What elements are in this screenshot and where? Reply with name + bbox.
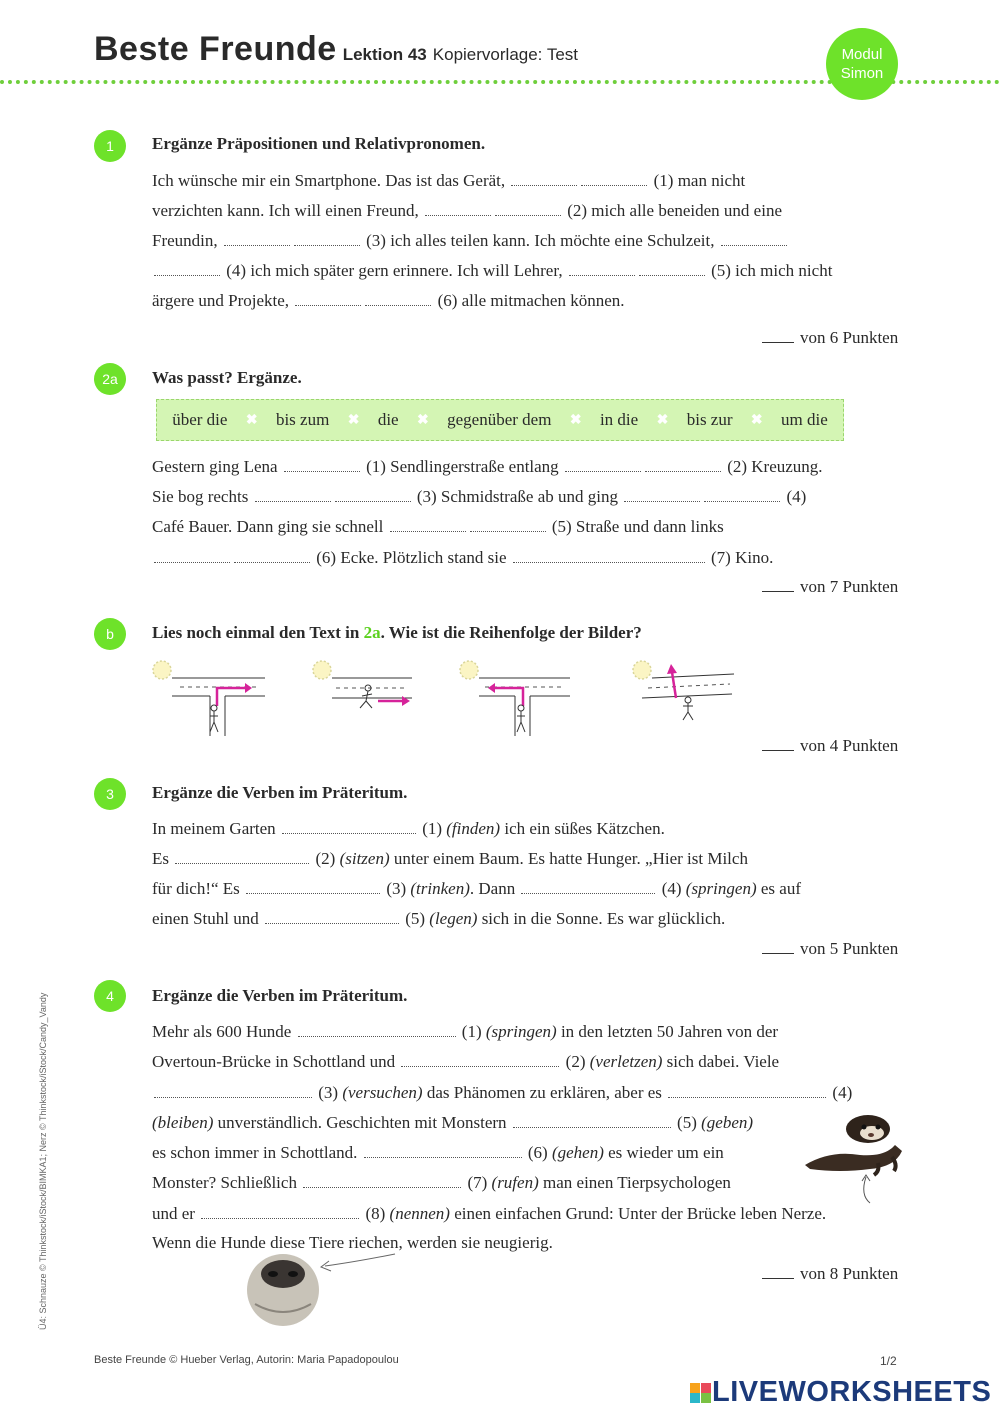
separator-icon: ✖: [750, 412, 763, 428]
verb-hint: (gehen): [551, 1143, 604, 1162]
ex1-line-1: [152, 167, 745, 193]
points-blank[interactable]: [762, 342, 794, 343]
footer-copyright: Beste Freunde © Hueber Verlag, Autorin: Maria Papadopoulou: [94, 1354, 399, 1366]
text: unverständlich. Geschichten mit Monstern: [217, 1113, 507, 1132]
word-item: um die: [781, 410, 828, 429]
text: einen einfachen Grund: Unter der Brücke leben Nerze.: [454, 1204, 827, 1223]
blank-1[interactable]: [298, 1018, 456, 1037]
ex3-line-2: [152, 845, 748, 871]
word-item: über die: [172, 410, 228, 429]
text: Mehr als 600 Hunde: [152, 1022, 292, 1041]
blank-1[interactable]: [284, 453, 360, 472]
word-item: in die: [599, 410, 639, 429]
page-number: 1/2: [880, 1354, 897, 1368]
blank-4[interactable]: [521, 875, 655, 894]
separator-icon: ✖: [416, 412, 429, 428]
verb-hint: (springen): [685, 879, 757, 898]
word-item: die: [377, 410, 399, 429]
ex4-line-7: [152, 1200, 826, 1226]
text: (2) mich alle beneiden und eine: [567, 201, 782, 220]
blank-6a[interactable]: [295, 287, 361, 306]
separator-icon: ✖: [569, 412, 582, 428]
exercise-2b-heading: [152, 623, 642, 643]
blank-4b[interactable]: [704, 483, 780, 502]
verb-hint: (rufen): [491, 1173, 539, 1192]
blank-8[interactable]: [201, 1200, 359, 1219]
page-title: [94, 30, 578, 69]
ex1-line-5: [152, 287, 625, 313]
modul-name: Simon: [840, 65, 884, 82]
word-item: bis zur: [686, 410, 733, 429]
points-blank[interactable]: [762, 953, 794, 954]
ex1-line-4: [152, 257, 832, 283]
exercise-3-badge: 3: [94, 778, 126, 810]
sun-icon: [313, 661, 331, 679]
exercise-4-badge: 4: [94, 980, 126, 1012]
text: (3) ich alles teilen kann. Ich möchte eine Schulzeit,: [366, 231, 715, 250]
blank-4a[interactable]: [624, 483, 700, 502]
blank-1b[interactable]: [581, 167, 647, 186]
exercise-2b-badge: b: [94, 618, 126, 650]
modul-label: Modul: [841, 46, 883, 63]
text: . Dann: [469, 879, 516, 898]
text: (7) Kino.: [711, 548, 774, 567]
text: ärgere und Projekte,: [152, 291, 290, 310]
modul-badge: [826, 28, 898, 100]
text: (5) Straße und dann links: [551, 517, 724, 536]
blank-5b[interactable]: [470, 513, 546, 532]
verb-hint: (geben): [701, 1113, 754, 1132]
heading-text: Lies noch einmal den Text in: [152, 623, 364, 642]
route-picture-2[interactable]: [308, 658, 428, 718]
blank-3b[interactable]: [294, 227, 360, 246]
ex3-line-4: [152, 905, 725, 931]
text: Gestern ging Lena: [152, 457, 278, 476]
ex4-line-4: [152, 1109, 753, 1135]
liveworksheets-logo[interactable]: [690, 1376, 991, 1409]
blank-3a[interactable]: [255, 483, 331, 502]
blank-3b[interactable]: [335, 483, 411, 502]
blank-7[interactable]: [513, 544, 705, 563]
points-label: von 4 Punkten: [800, 736, 899, 755]
heading-text: . Wie ist die Reihenfolge der Bilder?: [380, 623, 642, 642]
exercise-2a-heading: Was passt? Ergänze.: [152, 368, 302, 387]
text: (4) ich mich später gern erinnere. Ich will Lehrer,: [226, 261, 563, 280]
separator-icon: ✖: [347, 412, 360, 428]
ex4-line-1: [152, 1018, 778, 1044]
text: (4): [832, 1083, 853, 1102]
text: sich in die Sonne. Es war glücklich.: [481, 909, 726, 928]
text: (5): [405, 909, 426, 928]
blank-4a[interactable]: [721, 227, 787, 246]
exercise-1-heading: Ergänze Präpositionen und Relativpronomen.: [152, 134, 486, 153]
exercise-3-heading: Ergänze die Verben im Präteritum.: [152, 783, 408, 802]
text: (3) Schmidstraße ab und ging: [416, 487, 618, 506]
text: (6) Ecke. Plötzlich stand sie: [316, 548, 507, 567]
points-blank[interactable]: [762, 750, 794, 751]
ex3-points: [762, 939, 898, 959]
ex2a-line-4: [152, 544, 773, 570]
text: ich ein süßes Kätzchen.: [504, 819, 665, 838]
blank-3[interactable]: [246, 875, 380, 894]
text: sich dabei. Viele: [666, 1052, 780, 1071]
blank-6[interactable]: [364, 1139, 522, 1158]
text: (2): [565, 1052, 586, 1071]
arrow-icon: [667, 664, 677, 674]
text: (4): [786, 487, 807, 506]
kopiervorlage-label: Kopiervorlage: Test: [432, 45, 578, 64]
sun-icon: [460, 661, 478, 679]
arrow-icon: [217, 688, 245, 706]
blank-5a[interactable]: [390, 513, 466, 532]
ex2a-line-3: [152, 513, 724, 539]
ex2b-points: [762, 736, 898, 756]
ex4-line-5: [152, 1139, 724, 1165]
text: Monster? Schließlich: [152, 1173, 297, 1192]
text: Wenn die Hunde diese Tiere riechen, werden sie neugierig.: [152, 1233, 553, 1252]
text: unter einem Baum. Es hatte Hunger. „Hier ist Milch: [393, 849, 748, 868]
verb-hint: (trinken): [410, 879, 470, 898]
route-picture-4[interactable]: [628, 658, 748, 724]
ex1-line-3: [152, 227, 789, 253]
text: (6) alle mitmachen können.: [437, 291, 625, 310]
sun-icon: [633, 661, 651, 679]
text: Ich wünsche mir ein Smartphone. Das ist das Gerät,: [152, 171, 506, 190]
text: für dich!“ Es: [152, 879, 240, 898]
text: (5): [677, 1113, 697, 1132]
blank-2a[interactable]: [425, 197, 491, 216]
text: (2) Kreuzung.: [727, 457, 823, 476]
text: Sie bog rechts: [152, 487, 249, 506]
text: (3): [318, 1083, 339, 1102]
ferret-image: [800, 1105, 910, 1205]
book-title: Beste Freunde: [94, 30, 337, 68]
word-item: bis zum: [275, 410, 330, 429]
verb-hint: (verletzen): [589, 1052, 663, 1071]
points-blank[interactable]: [762, 1278, 794, 1279]
text: einen Stuhl und: [152, 909, 259, 928]
blank-4[interactable]: [668, 1079, 826, 1098]
exercise-2a-badge: 2a: [94, 363, 126, 395]
ex2a-points: [762, 577, 898, 597]
blank-5b[interactable]: [639, 257, 705, 276]
verb-hint: (finden): [446, 819, 501, 838]
blank-1a[interactable]: [511, 167, 577, 186]
text: es schon immer in Schottland.: [152, 1143, 358, 1162]
text: (3): [386, 879, 407, 898]
text: (7): [467, 1173, 488, 1192]
ex4-points: [762, 1264, 898, 1284]
blank-6a[interactable]: [154, 544, 230, 563]
text: man einen Tierpsychologen: [543, 1173, 731, 1192]
points-label: von 8 Punkten: [800, 1264, 899, 1283]
points-label: von 7 Punkten: [800, 577, 899, 596]
ex1-points: [762, 328, 898, 348]
text: (8): [365, 1204, 386, 1223]
text: (6): [527, 1143, 548, 1162]
heading-reference: 2a: [363, 623, 381, 642]
verb-hint: (legen): [429, 909, 478, 928]
blank-2[interactable]: [401, 1048, 559, 1067]
ex4-line-2: [152, 1048, 779, 1074]
text: in den letzten 50 Jahren von der: [560, 1022, 779, 1041]
blank-4b[interactable]: [154, 257, 220, 276]
text: und er: [152, 1204, 195, 1223]
image-credits: Ü4: Schnauze © Thinkstock/iStock/BIMKA1; Nerz © Thinkstock/iStock/Candy_Vandy: [38, 992, 48, 1330]
dog-nose-image: [245, 1252, 405, 1332]
text: Es: [152, 849, 169, 868]
text: verzichten kann. Ich will einen Freund,: [152, 201, 419, 220]
blank-7[interactable]: [303, 1169, 461, 1188]
text: Café Bauer. Dann ging sie schnell: [152, 517, 384, 536]
blank-2a[interactable]: [565, 453, 641, 472]
blank-2b[interactable]: [645, 453, 721, 472]
blank-2[interactable]: [175, 845, 309, 864]
blank-3a[interactable]: [224, 227, 290, 246]
logo-icon: [690, 1383, 712, 1403]
points-blank[interactable]: [762, 591, 794, 592]
blank-5[interactable]: [513, 1109, 671, 1128]
blank-3[interactable]: [154, 1079, 312, 1098]
ex1-line-2: [152, 197, 782, 223]
word-box: [156, 399, 844, 441]
separator-icon: ✖: [245, 412, 258, 428]
verb-hint: (sitzen): [339, 849, 390, 868]
text: (1) man nicht: [653, 171, 746, 190]
word-item: gegenüber dem: [447, 410, 552, 429]
ex4-line-3: [152, 1079, 852, 1105]
text: (2): [315, 849, 336, 868]
blank-6b[interactable]: [365, 287, 431, 306]
points-label: von 5 Punkten: [800, 939, 899, 958]
verb-hint: (versuchen): [342, 1083, 423, 1102]
ex2a-line-1: [152, 453, 823, 479]
ex3-line-3: [152, 875, 801, 901]
blank-5a[interactable]: [569, 257, 635, 276]
exercise-4-heading: Ergänze die Verben im Präteritum.: [152, 986, 408, 1005]
blank-5[interactable]: [265, 905, 399, 924]
exercise-1-badge: 1: [94, 130, 126, 162]
text: Freundin,: [152, 231, 218, 250]
lektion-label: Lektion 43: [342, 45, 427, 64]
route-picture-1[interactable]: [150, 658, 270, 738]
sun-icon: [153, 661, 171, 679]
text: Overtoun-Brücke in Schottland und: [152, 1052, 396, 1071]
text: (1) Sendlingerstraße entlang: [366, 457, 559, 476]
text: das Phänomen zu erklären, aber es: [426, 1083, 662, 1102]
text: (1): [461, 1022, 482, 1041]
verb-hint: (springen): [485, 1022, 557, 1041]
text: In meinem Garten: [152, 819, 276, 838]
text: (4): [661, 879, 682, 898]
arrow-icon: [488, 683, 495, 693]
ex2a-line-2: [152, 483, 806, 509]
route-picture-3[interactable]: [455, 658, 575, 738]
ex4-line-6: [152, 1169, 731, 1195]
separator-icon: ✖: [656, 412, 669, 428]
text: es auf: [760, 879, 801, 898]
text: (1): [422, 819, 443, 838]
verb-hint: (bleiben): [152, 1113, 214, 1132]
ex3-line-1: [152, 815, 665, 841]
brand-name: LIVEWORKSHEETS: [712, 1376, 992, 1408]
points-label: von 6 Punkten: [800, 328, 899, 347]
verb-hint: (nennen): [389, 1204, 450, 1223]
blank-2b[interactable]: [495, 197, 561, 216]
blank-6b[interactable]: [234, 544, 310, 563]
blank-1[interactable]: [282, 815, 416, 834]
text: es wieder um ein: [608, 1143, 724, 1162]
text: (5) ich mich nicht: [711, 261, 833, 280]
